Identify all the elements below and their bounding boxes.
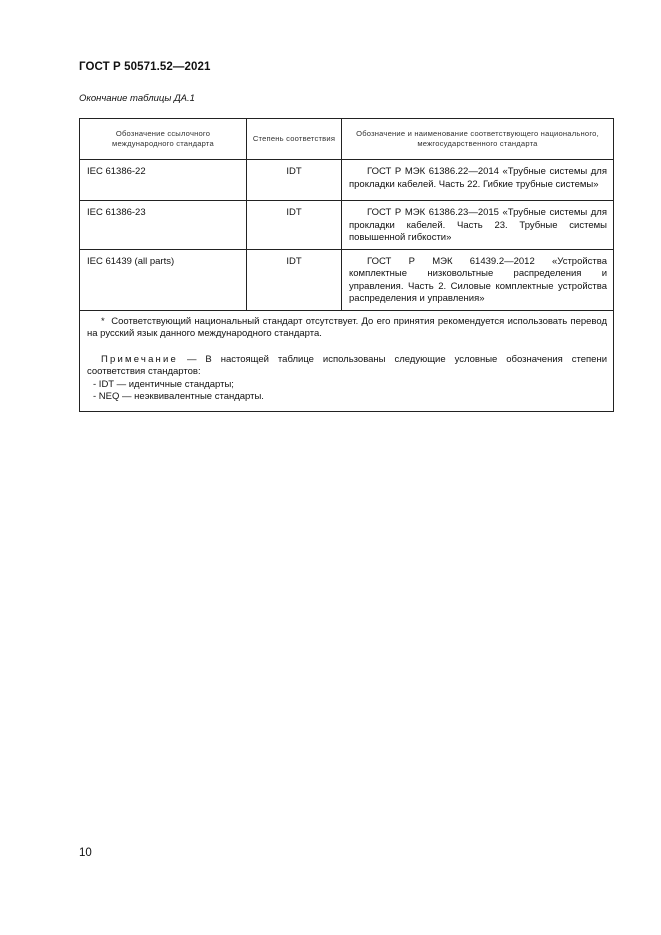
national-standard-cell xyxy=(342,160,614,201)
page-number: 10 xyxy=(79,847,92,859)
table-row xyxy=(80,160,614,201)
table-notes-row xyxy=(80,310,614,411)
international-standard-cell: IEC 61386-22 xyxy=(80,160,247,201)
column-header-degree: Степень соответствия xyxy=(247,119,342,160)
table-row xyxy=(80,201,614,250)
note-item: - IDT — идентичные стандарты; xyxy=(93,378,234,390)
standards-table xyxy=(79,118,614,412)
degree-cell: IDT xyxy=(247,160,342,201)
column-header-international: Обозначение ссылочного международного стандарта xyxy=(80,119,247,160)
degree-cell: IDT xyxy=(247,201,342,250)
table-caption: Окончание таблицы ДА.1 xyxy=(79,93,195,104)
national-standard-cell xyxy=(342,201,614,250)
international-standard-cell: IEC 61386-23 xyxy=(80,201,247,250)
note-text: — В настоящей таблице использованы следующие условные обозначения степени соответствия стандартов: xyxy=(87,353,607,377)
footnote-text: Соответствующий национальный стандарт отсутствует. До его принятия рекомендуется использовать перевод на русский язык данного международного стандарта. xyxy=(87,315,607,339)
table-header-row xyxy=(80,119,614,160)
column-header-national: Обозначение и наименование соответствующего национального, межгосударственного стандарта xyxy=(342,119,614,160)
note-item: - NEQ — неэквивалентные стандарты. xyxy=(93,391,264,402)
footnote-mark: * xyxy=(101,315,105,327)
national-standard-text: ГОСТ Р МЭК 61386.23—2015 «Трубные системы для прокладки кабелей. Часть 23. Трубные системы повышенной гибкости» xyxy=(349,207,607,243)
table-row xyxy=(80,249,614,310)
degree-cell: IDT xyxy=(247,249,342,310)
note-label: Примечание xyxy=(101,353,178,365)
document-code: ГОСТ Р 50571.52—2021 xyxy=(79,61,211,73)
international-standard-cell: IEC 61439 (all parts) xyxy=(80,249,247,310)
table-notes-cell xyxy=(80,310,614,411)
table-note xyxy=(87,354,607,379)
national-standard-text: ГОСТ Р МЭК 61386.22—2014 «Трубные системы для прокладки кабелей. Часть 22. Гибкие трубные системы» xyxy=(349,166,607,190)
national-standard-cell xyxy=(342,249,614,310)
national-standard-text: ГОСТ Р МЭК 61439.2—2012 «Устройства комплектные низковольтные распределения и управления. Часть 2. Силовые комплектные устройства распределения и управления» xyxy=(349,255,607,304)
footnote xyxy=(87,316,607,341)
